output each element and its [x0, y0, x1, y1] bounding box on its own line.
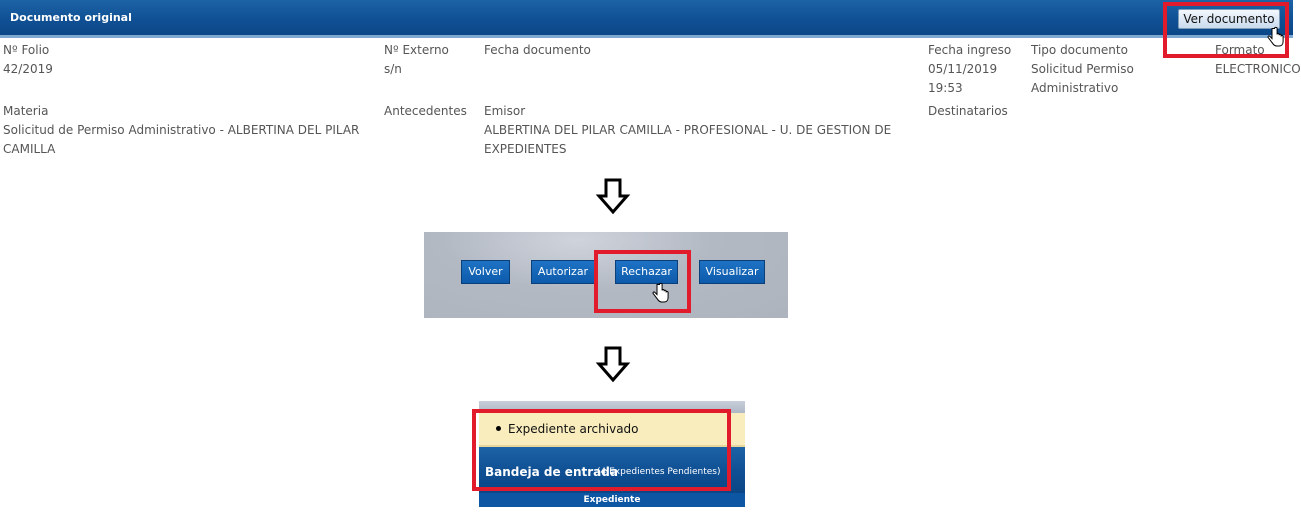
- externo-value: s/n: [384, 62, 402, 76]
- bandeja-count: (4 Expedientes Pendientes): [597, 467, 721, 477]
- document-metadata: [0, 40, 1301, 156]
- down-arrow-icon: [597, 178, 629, 214]
- formato-value: ELECTRONICO: [1215, 62, 1301, 76]
- formato-label: Formato: [1215, 43, 1265, 57]
- ver-documento-button[interactable]: Ver documento: [1178, 9, 1280, 29]
- fecha-ingreso-date: 05/11/2019: [928, 62, 998, 76]
- fecha-ingreso-time: 19:53: [928, 81, 963, 95]
- hand-cursor-icon: [1267, 27, 1285, 49]
- result-highlight: [472, 409, 731, 491]
- expediente-column-header[interactable]: Expediente: [479, 493, 745, 507]
- materia-value-1: Solicitud de Permiso Administrativo - ALBERTINA DEL PILAR: [3, 123, 360, 137]
- emisor-value-1: ALBERTINA DEL PILAR CAMILLA - PROFESIONAL - U. DE GESTION DE: [484, 123, 892, 137]
- documento-original-title: Documento original: [10, 11, 132, 24]
- externo-label: Nº Externo: [384, 43, 449, 57]
- rechazar-highlight: [594, 250, 691, 313]
- documento-original-header: [0, 0, 1293, 38]
- volver-button[interactable]: Volver: [461, 260, 510, 284]
- folio-label: Nº Folio: [3, 43, 50, 57]
- visualizar-button[interactable]: Visualizar: [699, 260, 765, 284]
- tipo-documento-value-2: Administrativo: [1031, 81, 1119, 95]
- antecedentes-label: Antecedentes: [384, 104, 467, 118]
- tipo-documento-label: Tipo documento: [1031, 43, 1128, 57]
- emisor-value-2: EXPEDIENTES: [484, 142, 567, 156]
- tipo-documento-value-1: Solicitud Permiso: [1031, 62, 1134, 76]
- autorizar-button[interactable]: Autorizar: [531, 260, 595, 284]
- folio-value: 42/2019: [3, 62, 53, 76]
- down-arrow-icon: [597, 346, 629, 382]
- rechazar-button[interactable]: Rechazar: [615, 260, 678, 284]
- fecha-documento-label: Fecha documento: [484, 43, 591, 57]
- bandeja-title: Bandeja de entrada: [485, 465, 618, 479]
- emisor-label: Emisor: [484, 104, 526, 118]
- fecha-ingreso-label: Fecha ingreso: [928, 43, 1012, 57]
- destinatarios-label: Destinatarios: [928, 104, 1008, 118]
- materia-label: Materia: [3, 104, 49, 118]
- success-message: Expediente archivado: [508, 422, 639, 436]
- hand-cursor-icon: [652, 283, 670, 305]
- materia-value-2: CAMILLA: [3, 142, 56, 156]
